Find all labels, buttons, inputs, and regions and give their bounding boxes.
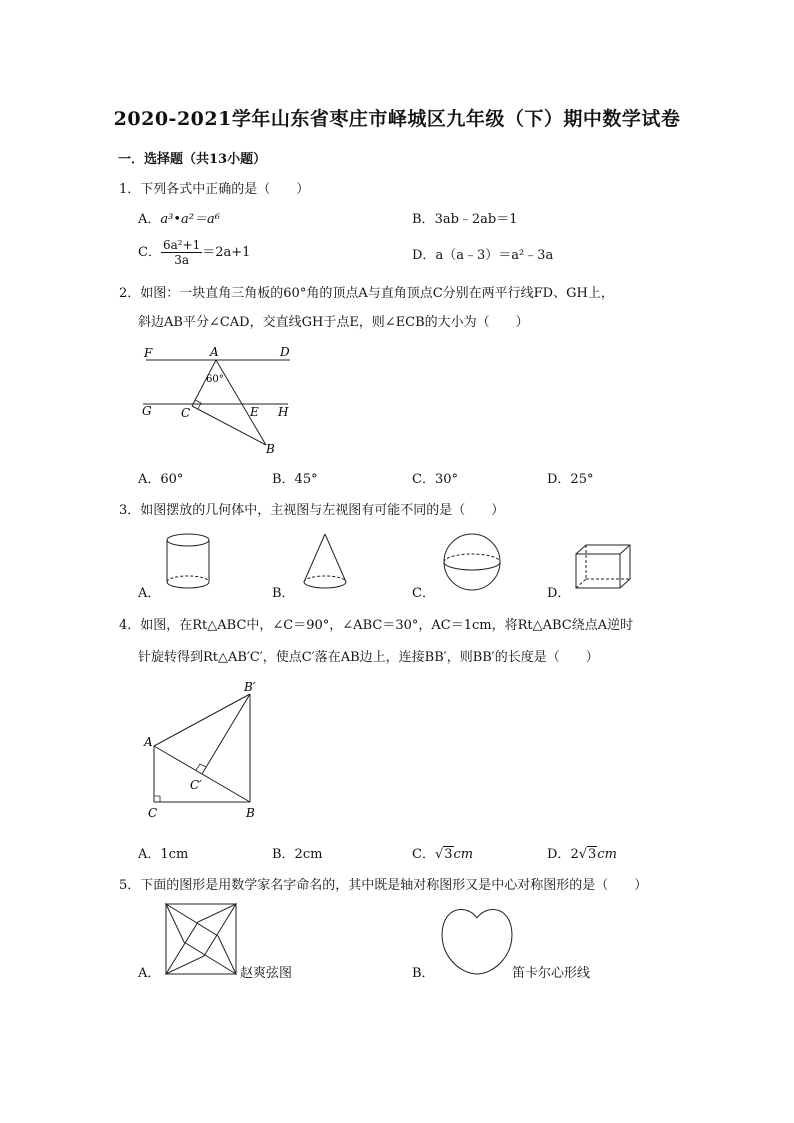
label-a: A (144, 735, 153, 749)
q1-option-c-label: C． (138, 245, 161, 260)
segment-ab-prime (154, 694, 250, 746)
q5-stem: 5．下面的图形是用数学家名字命名的，其中既是轴对称图形又是中心对称图形的是（ ） (119, 878, 648, 893)
q2-option-b[interactable]: B．45° (272, 472, 318, 487)
q4-option-b[interactable]: B．2cm (272, 847, 323, 862)
q1-option-b[interactable] (412, 208, 518, 227)
label-f: F (144, 346, 153, 360)
q4-option-d-radicand: 3 (588, 847, 597, 862)
q3-option-c[interactable]: C． (412, 586, 435, 601)
q4-option-c-label: C． (412, 847, 435, 862)
q4-option-d-label: D． (547, 847, 571, 862)
sphere-icon (438, 532, 506, 594)
paper-title: 2020-2021学年山东省枣庄市峄城区九年级（下）期中数学试卷 (113, 108, 681, 130)
zhao-shuang-chord-diagram-icon (164, 902, 238, 976)
q2-option-a[interactable]: A．60° (138, 472, 184, 487)
sqrt-icon: √3 (434, 847, 453, 862)
q2-figure (138, 340, 303, 456)
q1-option-c[interactable] (138, 238, 250, 267)
q2-option-c[interactable]: C．30° (412, 472, 458, 487)
label-a: A (210, 345, 219, 359)
q5-option-b-caption: 笛卡尔心形线 (512, 966, 591, 981)
q1-option-c-fraction (161, 238, 202, 267)
q2-stem-line1: 2．如图：一块直角三角板的60°角的顶点A与直角顶点C分别在两平行线FD、GH上， (119, 286, 614, 301)
q3-option-a[interactable]: A． (138, 586, 161, 601)
q4-option-c-unit: cm (453, 847, 474, 862)
q4-option-c-radicand: 3 (444, 847, 453, 862)
label-b: B (246, 806, 255, 820)
q4-option-d-unit: cm (597, 847, 617, 862)
q2-stem-line2: 斜边AB平分∠CAD，交直线GH于点E，则∠ECB的大小为（ ） (138, 315, 529, 330)
label-b: B (266, 442, 275, 456)
q4-option-d-coef: 2 (570, 847, 579, 862)
q4-figure (138, 678, 270, 824)
q3-stem: 3．如图摆放的几何体中，主视图与左视图有可能不同的是（ ） (119, 503, 505, 518)
cardioid-icon (438, 904, 516, 976)
q1-option-b-label: B． (412, 212, 435, 227)
label-h: H (278, 405, 289, 419)
q2-option-d[interactable]: D．25° (547, 472, 594, 487)
q1-option-d-label: D． (412, 248, 436, 263)
q3-option-d[interactable]: D． (547, 586, 571, 601)
q5-option-b[interactable]: B． (412, 966, 435, 981)
q1-option-a-label: A． (138, 212, 161, 227)
q4-stem-line2: 针旋转得到Rt△AB′C′，使点C′落在AB边上，连接BB′，则BB′的长度是（ ） (138, 650, 599, 665)
q4-option-d[interactable] (547, 843, 617, 862)
label-d: D (280, 345, 290, 359)
q1-option-c-denominator: 3a (174, 253, 189, 267)
q1-option-b-expr: 3ab﹣2ab＝1 (434, 212, 518, 227)
label-e: E (250, 405, 259, 419)
q5-option-a[interactable]: A． (138, 966, 161, 981)
q3-option-b[interactable]: B． (272, 586, 295, 601)
q4-option-c[interactable] (412, 843, 473, 862)
right-angle-mark-c (154, 796, 160, 802)
label-c: C (148, 806, 158, 820)
q1-option-d[interactable] (412, 244, 553, 263)
q4-option-a[interactable]: A．1cm (138, 847, 189, 862)
label-g: G (142, 404, 152, 418)
sqrt-icon: √3 (578, 847, 597, 862)
label-b-prime: B′ (244, 680, 256, 694)
q1-option-a[interactable] (138, 208, 220, 227)
q1-option-d-expr: a（a﹣3）＝a²﹣3a (435, 248, 554, 263)
cone-icon (300, 530, 350, 594)
label-c: C (181, 406, 191, 420)
cylinder-icon (160, 530, 216, 594)
label-c-prime: C′ (190, 778, 202, 792)
q1-option-c-numerator: 6a²+1 (162, 238, 201, 252)
q1-stem: 1．下列各式中正确的是（ ） (119, 182, 310, 197)
label-angle-60: 60° (206, 374, 224, 385)
section-heading: 一．选择题（共13小题） (118, 152, 267, 167)
cuboid-icon (572, 542, 636, 592)
q5-option-a-caption: 赵爽弦图 (240, 966, 293, 981)
q4-stem-line1: 4．如图，在Rt△ABC中，∠C＝90°，∠ABC＝30°，AC＝1cm，将Rt△ABC绕点A逆时 (119, 618, 634, 633)
q1-option-c-rhs: ＝2a+1 (202, 245, 251, 260)
segment-b-prime-c-prime (202, 694, 250, 774)
q1-option-a-expr: a³•a²＝a⁶ (160, 212, 220, 227)
